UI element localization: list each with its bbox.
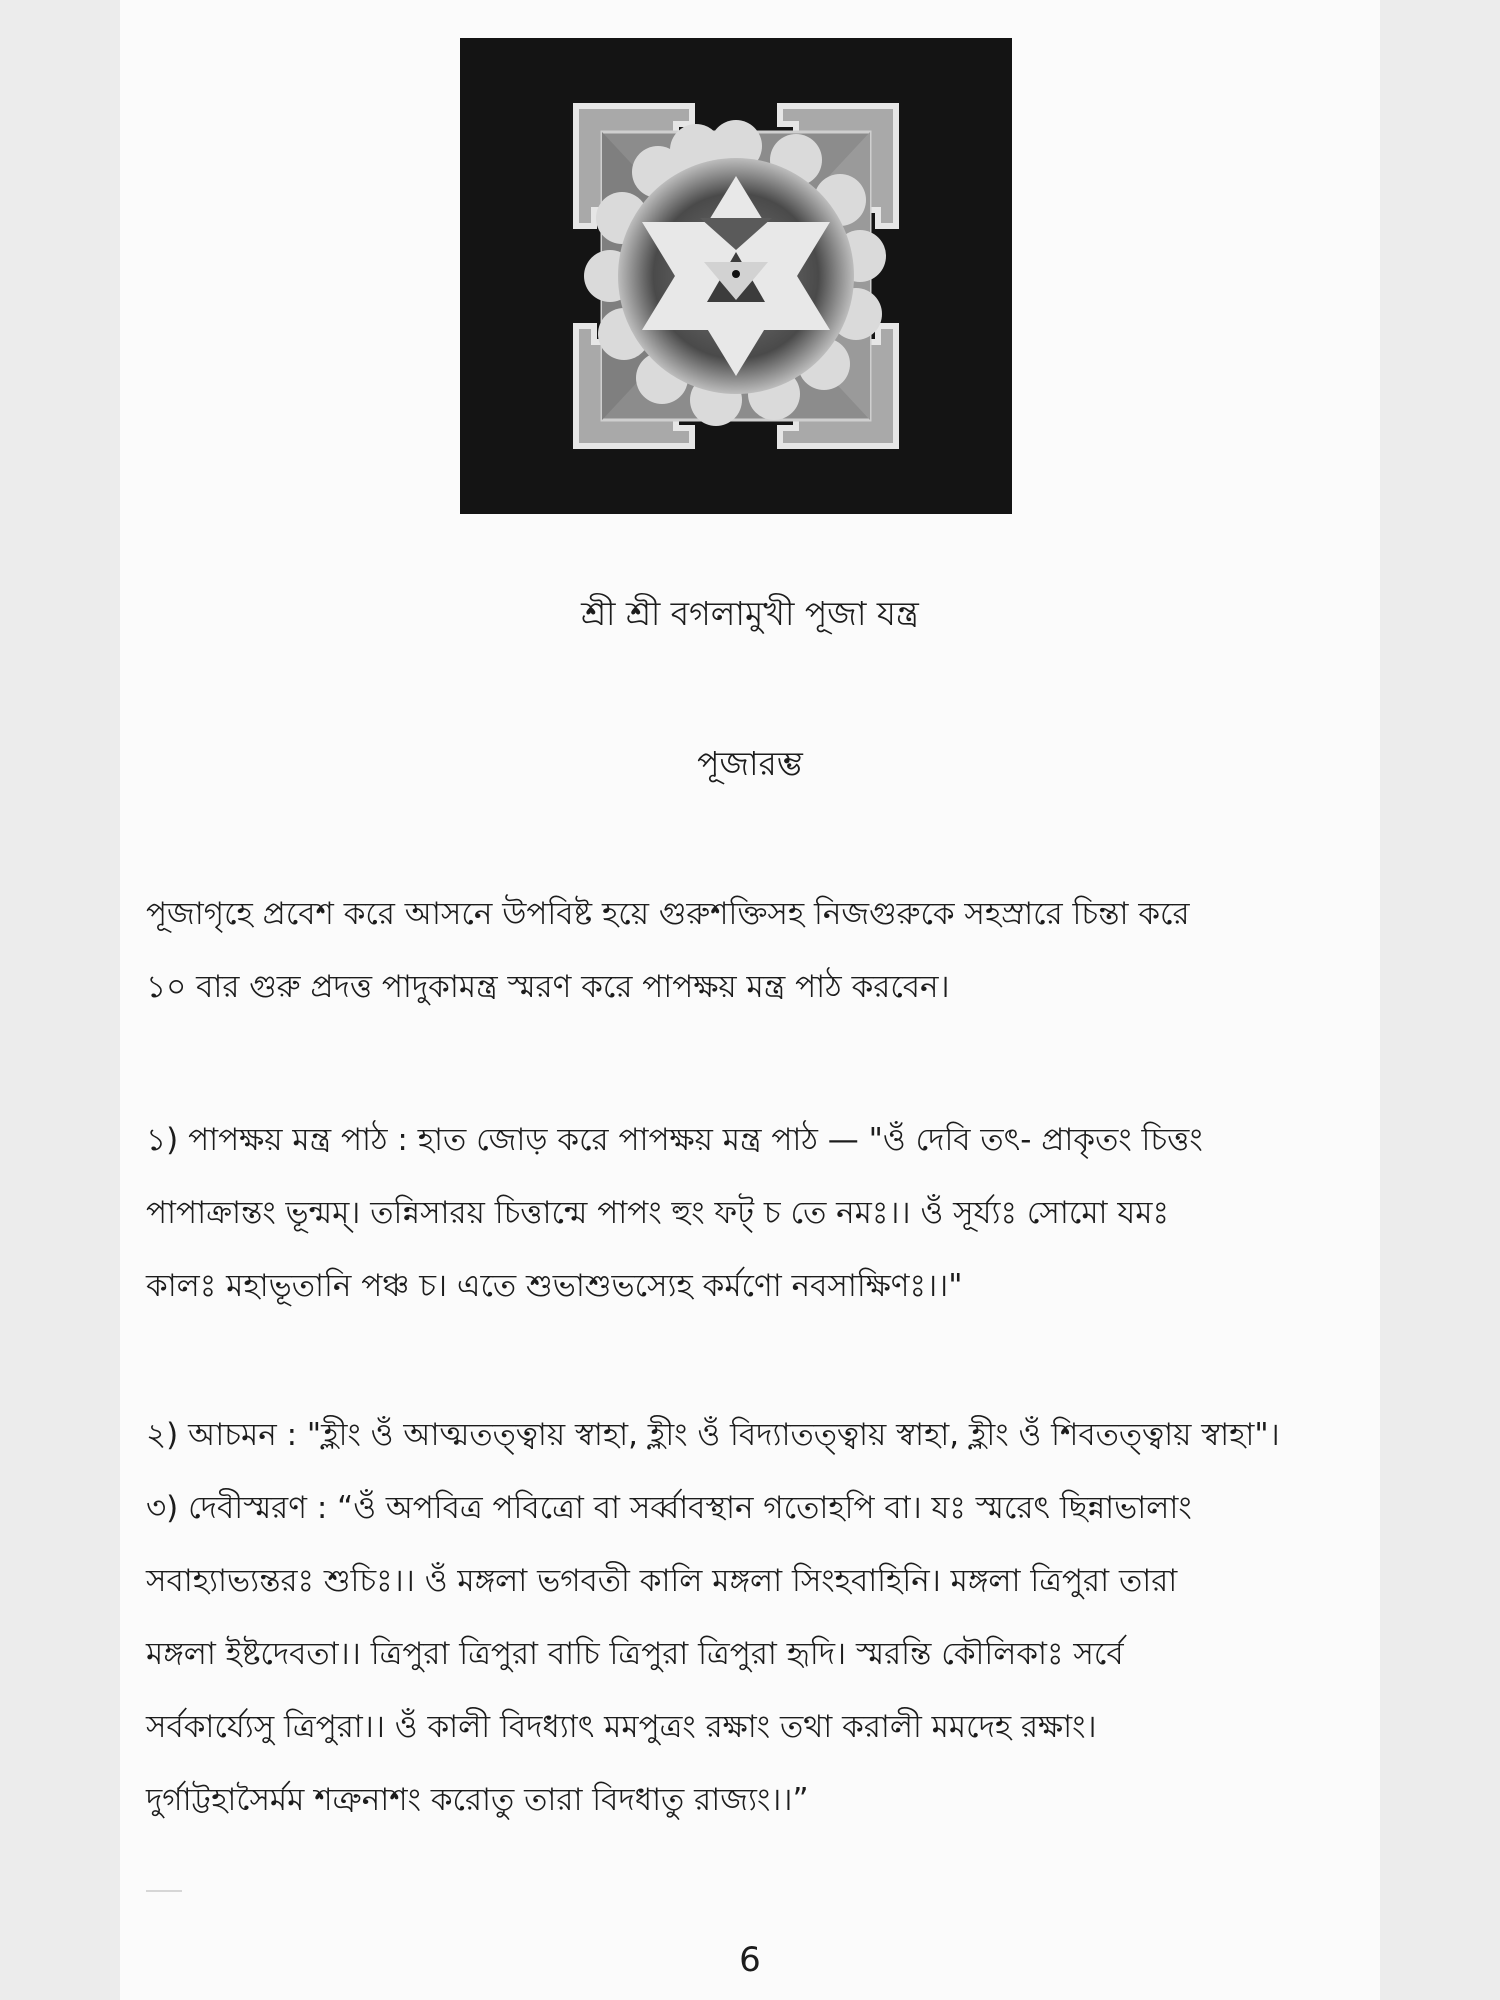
bagalamukhi-yantra-icon	[460, 38, 1012, 514]
mantra-line: মঙ্গলা ইষ্টদেবতা।। ত্রিপুরা ত্রিপুরা বাচি ত্রিপুরা ত্রিপুরা হৃদি। স্মরন্তি কৌলিকাঃ সর্বে	[146, 1636, 1124, 1672]
yantra-caption: শ্রী শ্রী বগলামুখী পূজা যন্ত্র	[581, 594, 919, 633]
intro-line: ১০ বার গুরু প্রদত্ত পাদুকামন্ত্র স্মরণ করে পাপক্ষয় মন্ত্র পাঠ করবেন।	[146, 969, 950, 1005]
mantra-line: পাপাক্রান্তং ভূন্মম্। তন্নিসারয় চিত্তান্মে পাপং হুং ফট্ চ তে নমঃ।। ওঁ সূর্য্যঃ সোমো যমঃ	[146, 1195, 1169, 1231]
achaman-devismaran-paragraph	[146, 1399, 1354, 1837]
intro-line: পূজাগৃহে প্রবেশ করে আসনে উপবিষ্ট হয়ে গুরুশক্তিসহ নিজগুরুকে সহস্রারে চিন্তা করে	[146, 896, 1190, 932]
papakshay-mantra-paragraph	[146, 1104, 1354, 1323]
mantra-line: সবাহ্যাভ্যন্তরঃ শুচিঃ।। ওঁ মঙ্গলা ভগবতী কালি মঙ্গলা সিংহবাহিনি। মঙ্গলা ত্রিপুরা তারা	[146, 1563, 1178, 1599]
mantra-line: ২) আচমন : "হ্লীং ওঁ আত্মতত্ত্বায় স্বাহা, হ্লীং ওঁ বিদ্যাতত্ত্বায় স্বাহা, হ্লীং ওঁ শিবতত্ত্বায় স্বাহা"।	[146, 1417, 1280, 1453]
print-smudge	[146, 1890, 182, 1892]
yantra-image	[460, 38, 1012, 514]
mantra-line: ৩) দেবীস্মরণ : “ওঁ অপবিত্র পবিত্রো বা সর্ব্বাবস্থান গতোহপি বা। যঃ স্মরেৎ ছিন্নাভালাং	[146, 1490, 1192, 1526]
mantra-line: ১) পাপক্ষয় মন্ত্র পাঠ : হাত জোড় করে পাপক্ষয় মন্ত্র পাঠ — "ওঁ দেবি তৎ- প্রাকৃতং চিত্তং	[146, 1122, 1203, 1158]
intro-paragraph	[146, 878, 1354, 1024]
book-page	[120, 0, 1380, 2000]
mantra-line: সর্বকার্য্যেসু ত্রিপুরা।। ওঁ কালী বিদধ্যাৎ মমপুত্রং রক্ষাং তথা করালী মমদেহ রক্ষাং।	[146, 1709, 1097, 1745]
page-number: 6	[739, 1940, 761, 1980]
mantra-line: দুর্গাট্টহাসৈর্মম শত্রুনাশং করোতু তারা বিদধাতু রাজ্যং।।”	[146, 1782, 809, 1818]
section-heading: পূজারম্ভ	[697, 744, 803, 783]
mantra-line: কালঃ মহাভূতানি পঞ্চ চ। এতে শুভাশুভস্যেহ কর্মণো নবসাক্ষিণঃ।।"	[146, 1268, 963, 1304]
